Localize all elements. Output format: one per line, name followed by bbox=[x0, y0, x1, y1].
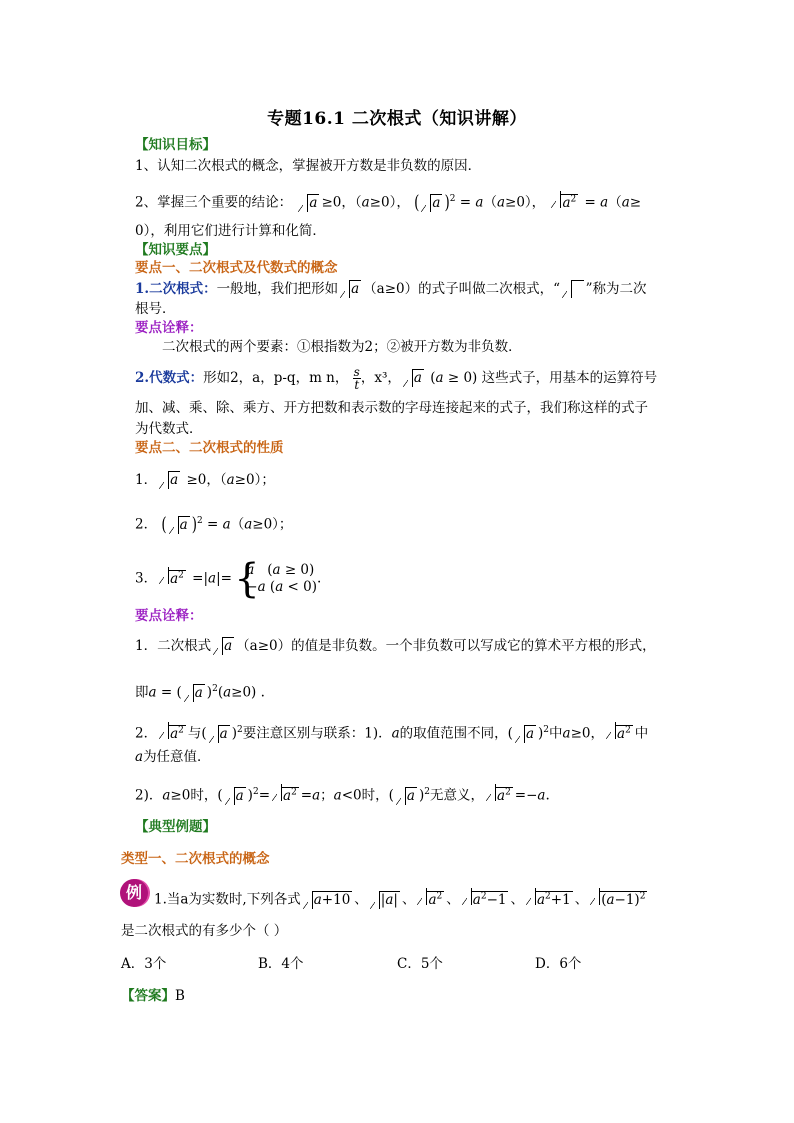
property-1: 1． a ≥0，（a≥0）； bbox=[135, 472, 275, 488]
section-goal: 【知识目标】 bbox=[135, 137, 216, 153]
def-algebraic-cont: 加、减、乘、除、乘方、开方把数和表示数的字母连接起来的式子，我们称这样的式子 bbox=[135, 400, 648, 416]
def-sqrt: 1.二次根式：一般地，我们把形如 a （a≥0）的式子叫做二次根式，“ ”称为二次 bbox=[135, 281, 647, 297]
note-2-2: 2． $a^2$ 与( a )$^2$要注意区别与联系：1)．a的取值范围不同，( a )$^2$中a≥0， $a^2$ 中 bbox=[135, 720, 648, 744]
goal-2: 2、掌握三个重要的结论： a ≥0，（a≥0）， ( a )$^2$ = a（a≥0）， $a^2 = a(a\ge$ bbox=[135, 189, 641, 213]
def-sqrt-cont: 根号． bbox=[135, 301, 176, 317]
note-2-1-cont: 即a = ( a )$^2$(a≥0) . bbox=[135, 684, 265, 701]
section-points: 【知识要点】 bbox=[135, 242, 216, 258]
page-title: 专题16.1 二次根式（知识讲解） bbox=[267, 109, 527, 129]
def-algebraic: 2.代数式：形如2，a，p-q，m n， $\frac{s}{t}$，x³， a (a ≥ 0) 这些式子，用基本的运算符号 bbox=[135, 365, 658, 392]
note-2-3: 2)．a≥0时，( a )$^2= a^2 =a$；a<0时，( a )$^2$无意义， $a^2 =-a$. bbox=[135, 782, 550, 806]
note-1: 二次根式的两个要素：①根指数为2；②被开方数为非负数． bbox=[162, 339, 522, 355]
option-b: B．4个 bbox=[258, 956, 304, 972]
option-a: A．3个 bbox=[121, 956, 167, 972]
point-2-heading: 要点二、二次根式的性质 bbox=[135, 440, 284, 456]
note-2-2-cont: a为任意值． bbox=[135, 749, 211, 765]
note-label-1: 要点诠释： bbox=[135, 320, 203, 336]
note-2-1: 1．二次根式 a （a≥0）的值是非负数。一个非负数可以写成它的算术平方根的形式， bbox=[135, 638, 656, 654]
section-example: 【典型例题】 bbox=[135, 819, 216, 835]
example-badge: 例 bbox=[120, 879, 148, 907]
option-d: D．6个 bbox=[535, 956, 582, 972]
question-1-cont: 是二次根式的有多少个（ ） bbox=[121, 923, 288, 939]
def-algebraic-cont2: 为代数式． bbox=[135, 421, 203, 437]
property-2: 2． ( a )$^2$ = a（a≥0）； bbox=[135, 513, 293, 536]
question-1: 1.当a为实数时,下列各式 a+10 、 |a| 、 $a^2$ 、 $a^2-1$ 、 $a^2+1$ 、 $(a-1)^2$ bbox=[154, 886, 649, 910]
property-3: 3． $a^2 =|a|=$ { a (a ≥ 0) −a (a < 0). bbox=[135, 562, 321, 596]
note-label-2: 要点诠释： bbox=[135, 608, 203, 624]
type-1-heading: 类型一、二次根式的概念 bbox=[121, 851, 270, 867]
goal-1: 1、认知二次根式的概念，掌握被开方数是非负数的原因． bbox=[135, 158, 482, 174]
option-c: C．5个 bbox=[397, 956, 443, 972]
point-1-heading: 要点一、二次根式及代数式的概念 bbox=[135, 260, 338, 276]
goal-2-cont: 0），利用它们进行计算和化简． bbox=[135, 223, 326, 239]
answer: 【答案】B bbox=[121, 988, 185, 1004]
